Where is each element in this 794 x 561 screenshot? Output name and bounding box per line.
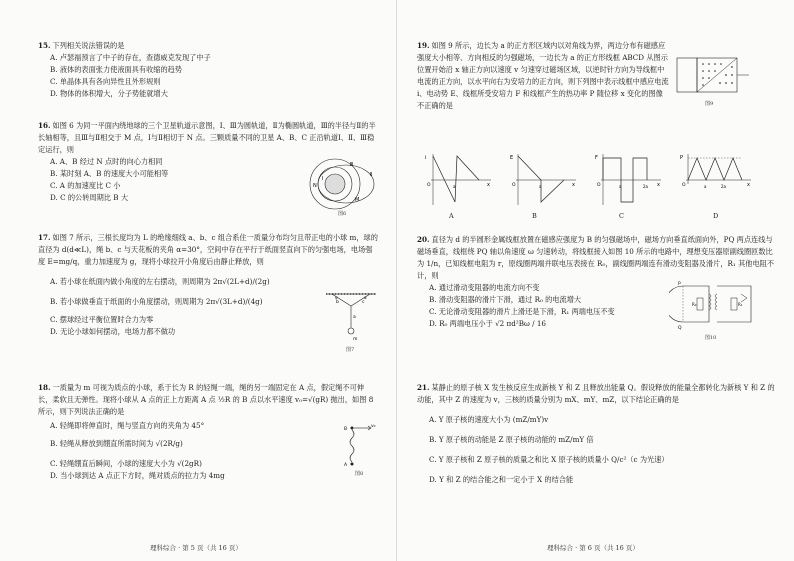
tick-2a: 2a	[721, 184, 726, 189]
graph-a	[425, 154, 491, 205]
label-b: B	[344, 427, 348, 432]
option-b: B. 某时刻 A、B 的速度大小可能相等	[50, 169, 169, 178]
resistor-r1	[731, 298, 737, 310]
option-b: B. 滑动变阻器的滑片下滑，通过 R₀ 的电流增大	[429, 295, 582, 304]
page-footer: 理科综合 · 第 5 页（共 16 页）	[150, 544, 242, 552]
label-r0: R₀	[692, 302, 697, 307]
question-stem: 下列相关说法错误的是	[52, 41, 125, 50]
label-ii: Ⅱ	[370, 172, 373, 178]
pendulum-diagram	[322, 288, 380, 348]
orbit-diagram	[300, 156, 380, 218]
transformer-circuit	[669, 280, 759, 332]
field-dots	[702, 63, 722, 86]
option-a: A. 若小球在纸面内做小角度的左右摆动，则周期为 2π√(2L+d)/(2g)	[50, 277, 270, 286]
answer-graphs	[421, 150, 761, 210]
axis-x: x	[657, 182, 660, 188]
coil-frame	[677, 58, 697, 92]
graph-c	[595, 154, 661, 205]
choice-label-c: C	[619, 212, 624, 220]
graph-d	[680, 154, 751, 189]
secondary-wire	[717, 286, 751, 322]
option-b: B. 液体的表面张力使液面具有收缩的趋势	[50, 65, 183, 74]
option-b: B. 轻绳从释放到绷直所需时间为 √(2R/g)	[50, 439, 183, 448]
rope-line	[350, 430, 354, 462]
label-n: N	[313, 183, 317, 189]
label-m: m	[353, 337, 358, 342]
figure-caption: 图7	[346, 347, 355, 353]
option-d: D. 物体的体积增大，分子势能就增大	[50, 89, 168, 98]
tick-a: a	[539, 184, 542, 189]
origin: O	[597, 183, 601, 188]
earth-shape	[325, 174, 345, 194]
graph-b	[510, 154, 576, 205]
origin: O	[427, 183, 431, 188]
tick-a: a	[453, 184, 456, 189]
question-19: 19. 如图 9 所示，边长为 a 的正方形区域内以对角线为界，两边分布有磁感应强度大小相等、方向相反的匀强磁场，一边长为 a 的正方形线框 ABCD 从图示位置开始沿 x 轴正方向以速度 v 匀速穿过磁场区域，以逆时针方向为导线框中电流的正方向，以水平向右为安培力的正方向，则下列图中表示线框中感应电流 i、电动势 E、线框所受安培力 F 和线框产生的热功率 P 随位移 x 变化的图像不正确的是	[417, 41, 669, 110]
secondary-coil	[715, 294, 717, 310]
label-v0: v₀	[371, 424, 376, 429]
option-d: D. 无论小球如何摆动，电场力都不做功	[50, 327, 176, 336]
option-c: C. 单晶体具有各向异性且外形规则	[50, 77, 161, 86]
question-stem: 直径为 d 的半圆形金属线框放置在磁感应强度为 B 的匀强磁场中，磁场方向垂直纸面向外，PQ 两点连线与磁场垂直，线框绕 PQ 轴以角速度 ω 匀速转动，将线框接入如图 10 所示的电路中，理想变压器原副线圈匝数比为 1/n，已知线框电阻为 r，原线圈两端并联电压表接在 R₀，副线圈两端连有滑动变阻器及滑片，R₁ 其他电阻不计，则	[417, 235, 775, 280]
slider-arrow	[741, 294, 747, 302]
axis-y: F	[595, 155, 598, 161]
option-c: C. 摆球经过平衡位置时合力为零	[50, 315, 154, 324]
question-18: 18. 一质量为 m 可视为质点的小球，系于长为 R 的轻绳一端，绳的另一端固定在 A 点，假定绳不可伸长，柔软且无弹性。现将小球从 A 点的正上方距离 A 点 ½R 的 B 点以水平速度 v₀=√(gR) 抛出，如图 8 所示，则下列说法正确的是 A. 轻绳即将伸直时，绳与竖直方向的夹角为 45° B. 轻绳从释放到绷直所需时间为 √(2R/g) C. 轻绳绷直后瞬间，小球的速度大小为 √(2gR) D. 当小球到达 A 点正下方时，绳对质点的拉力为 4mg	[38, 382, 378, 482]
option-a: A. Y 原子核的速度大小为 (mZ/mY)v	[429, 415, 549, 424]
option-a: A. 通过滑动变阻器的电流方向不变	[429, 283, 540, 292]
label-r1: R₁	[738, 302, 743, 307]
field-crosses	[719, 66, 733, 84]
question-21: 21. 某静止的原子核 X 发生核反应生成新核 Y 和 Z 且释放出能量 Q。假设释放的能量全都转化为新核 Y 和 Z 的动能，其中 Z 的速度为 v，三核的质量分别为 mX、mY、mZ，以下结论正确的是 A. Y 原子核的速度大小为 (mZ/mY)v B. Y 原子核的动能是 Z 原子核的动能的 mZ/mY 倍 C. Y 原子核和 Z 原子核的质量之和比 X 原子核的质量小 Q/c²（c 为光速） D. Y 和 Z 的结合能之和一定小于 X 的结合能	[417, 382, 777, 486]
axis-y: P	[680, 155, 684, 161]
option-b: B. Y 原子核的动能是 Z 原子核的动能的 mZ/mY 倍	[429, 435, 594, 444]
origin: O	[512, 183, 516, 188]
figure-caption: 图10	[705, 335, 717, 341]
point-b	[351, 427, 354, 430]
diagonal-line	[697, 58, 737, 92]
label-alpha-left: α	[335, 295, 338, 300]
question-stem: 一质量为 m 可视为质点的小球，系于长为 R 的轻绳一端，绳的另一端固定在 A 点，假定绳不可伸长，柔软且无弹性。现将小球从 A 点的正上方距离 A 点 ½R 的 B 点以水平速度 v₀=√(gR) 抛出，如图 8 所示，则下列说法正确的是	[38, 383, 374, 416]
option-d: D. R₀ 两端电压小于 √2 πd²Bω / 16	[429, 319, 546, 328]
page-footer: 理科综合 · 第 6 页（共 16 页）	[547, 544, 639, 552]
origin: O	[682, 183, 686, 188]
resistor-r0	[697, 298, 703, 310]
label-a: A	[344, 463, 348, 468]
question-stem: 如图 7 所示，三根长度均为 L 的绝缘细线 a、b、c 组合系住一质量分布均匀且带正电的小球 m，球的直径为 d(d≪L)，绳 b、c 与天花板的夹角 α=30°，空间中存在平行于纸面竖直向下的匀强电场，电场强度 E=mg/q，重力加速度为 g，现将小球拉开小角度后由静止释放，则	[38, 233, 378, 266]
question-15: 15. 下列相关说法错误的是 A. 卢瑟福预言了中子的存在，查德威克发现了中子 B. 液体的表面张力使液面具有收缩的趋势 C. 单晶体具有各向异性且外形规则 D. 物体的体积增大，分子势能就增大	[38, 40, 378, 100]
exam-page-6	[397, 0, 794, 561]
figure-caption: 图6	[338, 211, 347, 217]
tick-a: a	[619, 184, 622, 189]
choice-label-b: B	[532, 212, 537, 220]
option-d: D. C 的公转周期比 B 大	[50, 193, 129, 202]
question-stem: 如图 9 所示，边长为 a 的正方形区域内以对角线为界，两边分布有磁感应强度大小相等、方向相反的匀强磁场，一边长为 a 的正方形线框 ABCD 从图示位置开始沿 x 轴正方向以速度 v 匀速穿过磁场区域，以逆时针方向为导线框中电流的正方向，以水平向右为安培力的正方向，则下列图中表示线框中感应电流 i、电动势 E、线框所受安培力 F 和线框产生的热功率 P 随位移 x 变化的图像不正确的是	[417, 41, 669, 110]
figure-caption: 图9	[705, 101, 714, 107]
option-a: A. A、B 经过 N 点时的向心力相同	[50, 157, 163, 166]
label-a: a	[353, 315, 356, 320]
option-c: C. 轻绳绷直后瞬间，小球的速度大小为 √(2gR)	[50, 459, 202, 468]
label-p: P	[678, 282, 681, 287]
option-a: A. 卢瑟福预言了中子的存在，查德威克发现了中子	[50, 53, 211, 62]
option-d: D. 当小球到达 A 点正下方时，绳对质点的拉力为 4mg	[50, 471, 225, 480]
label-i: Ⅰ	[322, 176, 324, 182]
label-iii: Ⅲ	[350, 162, 354, 168]
option-d: D. Y 和 Z 的结合能之和一定小于 X 的结合能	[429, 475, 574, 484]
option-a: A. 轻绳即将伸直时，绳与竖直方向的夹角为 45°	[50, 421, 205, 430]
tick-a: a	[704, 184, 707, 189]
axis-x: x	[572, 182, 575, 188]
option-c: C. A 的加速度比 C 小	[50, 181, 121, 190]
label-c: c	[362, 300, 365, 305]
semicircle-coil	[669, 286, 683, 322]
choice-label-a: A	[449, 212, 454, 220]
question-16: 16. 如图 6 为同一平面内绕地球的三个卫星轨道示意图，Ⅰ、Ⅲ为圆轨道，Ⅱ为椭圆轨道，Ⅲ的半径与Ⅱ的半长轴相等，且Ⅲ与Ⅱ相交于 M 点，Ⅰ与Ⅱ相切于 N 点。三颗质量不同的卫星 A、B、C 正沿轨道Ⅰ、Ⅱ、Ⅲ稳定运行，则 A. A、B 经过 N 点时的向心力相同 B. 某时刻 A、B 的速度大小可能相等 C. A 的加速度比 C 小 D. C 的公转周期比 B 大	[38, 120, 378, 204]
question-17: 17. 如图 7 所示，三根长度均为 L 的绝缘细线 a、b、c 组合系住一质量分布均匀且带正电的小球 m，球的直径为 d(d≪L)，绳 b、c 与天花板的夹角 α=30°，空间中存在平行于纸面竖直向下的匀强电场，电场强度 E=mg/q，重力加速度为 g，现将小球拉开小角度后由静止释放，则 A. 若小球在纸面内做小角度的左右摆动，则周期为 2π√(2L+d)/(2g) B. 若小球做垂直于纸面的小角度摆动，则周期为 2π√(3L+d)/(4g) C. 摆球经过平衡位置时合力为零 D. 无论小球如何摆动，电场力都不做功	[38, 233, 378, 336]
point-a	[351, 463, 354, 466]
label-b: b	[336, 300, 339, 305]
label-alpha-right: α	[364, 295, 367, 300]
figure-caption: 图8	[355, 471, 364, 477]
label-m: M	[355, 197, 360, 203]
axis-x: x	[487, 182, 490, 188]
tick-2a: 2a	[643, 184, 648, 189]
axis-x: x	[747, 182, 750, 188]
option-c: C. 无论滑动变阻器的滑片上滑还是下滑，R₁ 两端电压不变	[429, 307, 615, 316]
axis-y: i	[425, 155, 427, 161]
question-stem: 某静止的原子核 X 发生核反应生成新核 Y 和 Z 且释放出能量 Q。假设释放的能量全都转化为新核 Y 和 Z 的动能，其中 Z 的速度为 v，三核的质量分别为 mX、mY、mZ，以下结论正确的是	[417, 383, 775, 404]
string-c	[351, 294, 370, 306]
question-20: 20. 直径为 d 的半圆形金属线框放置在磁感应强度为 B 的匀强磁场中，磁场方向垂直纸面向外，PQ 两点连线与磁场垂直，线框绕 PQ 轴以角速度 ω 匀速转动，将线框接入如图 10 所示的电路中，理想变压器原副线圈匝数比为 1/n，已知线框电阻为 r，原线圈两端并联电压表接在 R₀，副线圈两端连有滑动变阻器及滑片，R₁ 其他电阻不计，则 A. 通过滑动变阻器的电流方向不变 B. 滑动变阻器的滑片下滑，通过 R₀ 的电流增大 C. 无论滑动变阻器的滑片上滑还是下滑，R₁ 两端电压不变 D. R₀ 两端电压小于 √2 πd²Bω / 16	[417, 235, 775, 328]
magnetic-field-diagram	[673, 52, 753, 102]
choice-label-d: D	[713, 212, 719, 220]
option-c: C. Y 原子核和 Z 原子核的质量之和比 X 原子核的质量小 Q/c²（c 为光速）	[429, 455, 669, 464]
question-stem: 如图 6 为同一平面内绕地球的三个卫星轨道示意图，Ⅰ、Ⅲ为圆轨道，Ⅱ为椭圆轨道，Ⅲ的半径与Ⅱ的半长轴相等，且Ⅲ与Ⅱ相交于 M 点，Ⅰ与Ⅱ相切于 N 点。三颗质量不同的卫星 A、B、C 正沿轨道Ⅰ、Ⅱ、Ⅲ稳定运行，则	[38, 121, 376, 154]
axis-y: E	[510, 155, 514, 161]
option-b: B. 若小球做垂直于纸面的小角度摆动，则周期为 2π√(3L+d)/(4g)	[50, 297, 263, 306]
ball-shape	[348, 328, 354, 334]
label-q: Q	[678, 326, 682, 331]
